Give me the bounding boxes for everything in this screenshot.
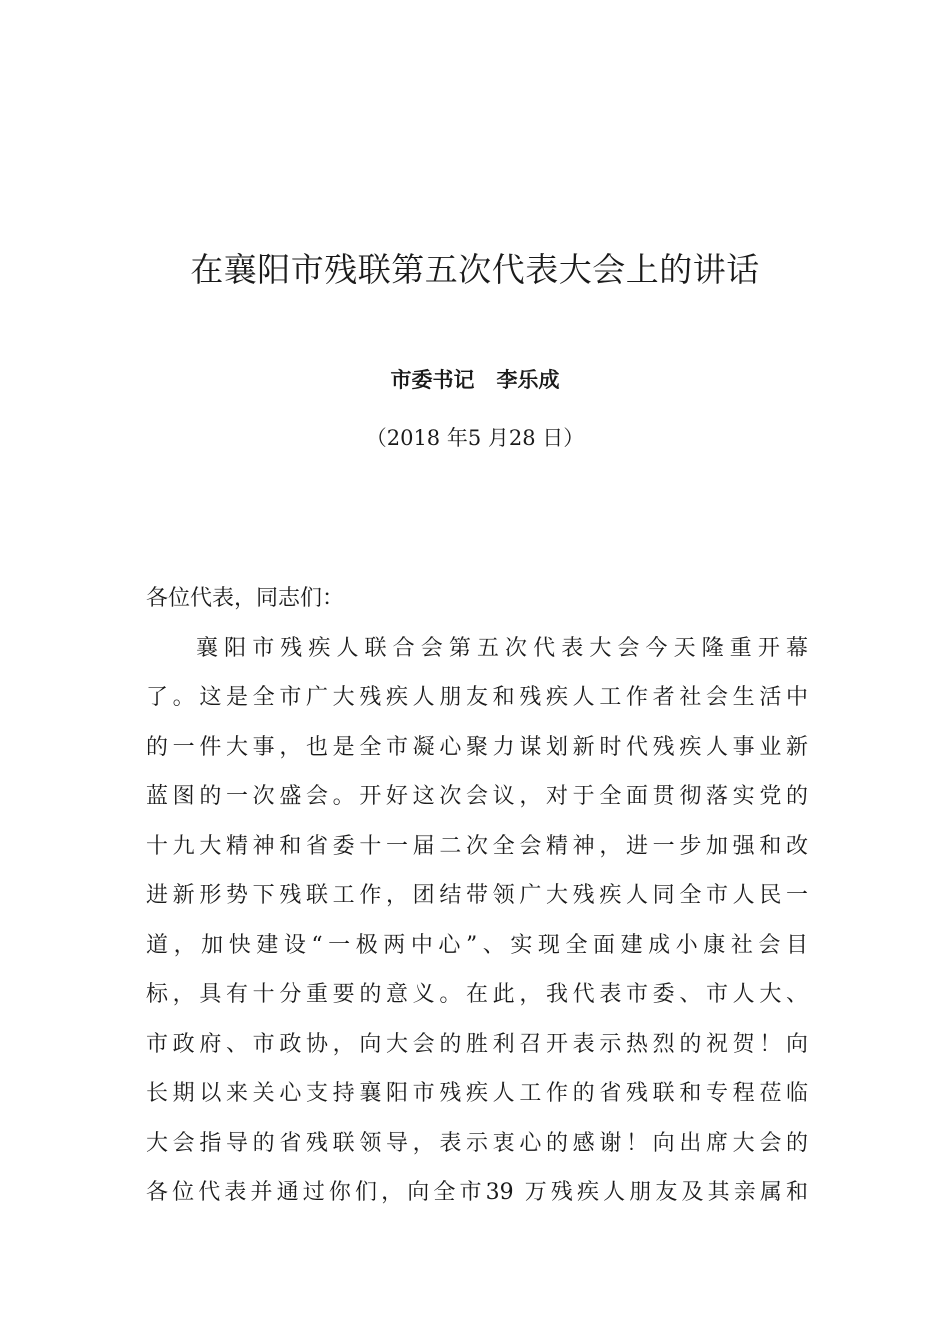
speech-body (146, 574, 808, 1218)
paragraph-line: 了。这是全市广大残疾人朋友和残疾人工作者社会生活中 (146, 685, 808, 710)
paragraph-line: 的一件大事，也是全市凝心聚力谋划新时代残疾人事业新 (146, 734, 808, 760)
paragraph-line: 各位代表并通过你们，向全市39 万残疾人朋友及其亲属和 (146, 1180, 808, 1205)
paragraph-line: 大会指导的省残联领导，表示衷心的感谢！向出席大会的 (146, 1130, 808, 1156)
paragraph-line: 市政府、市政协，向大会的胜利召开表示热烈的祝贺！向 (146, 1031, 808, 1057)
speaker-byline: 市委书记 李乐成 (390, 367, 560, 392)
paragraph-line: 襄阳市残疾人联合会第五次代表大会今天隆重开幕 (196, 635, 808, 661)
salutation: 各位代表，同志们： (146, 586, 345, 611)
paragraph-line: 进新形势下残联工作，团结带领广大残疾人同全市人民一 (146, 883, 808, 908)
paragraph-line: 道，加快建设“一极两中心”、实现全面建成小康社会目 (146, 932, 808, 958)
paragraph-line: 蓝图的一次盛会。开好这次会议，对于全面贯彻落实党的 (146, 784, 808, 809)
document-title: 在襄阳市残联第五次代表大会上的讲话 (190, 250, 760, 289)
paragraph-line: 十九大精神和省委十一届二次全会精神，进一步加强和改 (146, 833, 808, 859)
paragraph-line: 标，具有十分重要的意义。在此，我代表市委、市人大、 (146, 982, 808, 1007)
paragraph-line: 长期以来关心支持襄阳市残疾人工作的省残联和专程莅临 (146, 1081, 808, 1106)
speech-date: （2018 年5 月28 日） (365, 426, 585, 450)
